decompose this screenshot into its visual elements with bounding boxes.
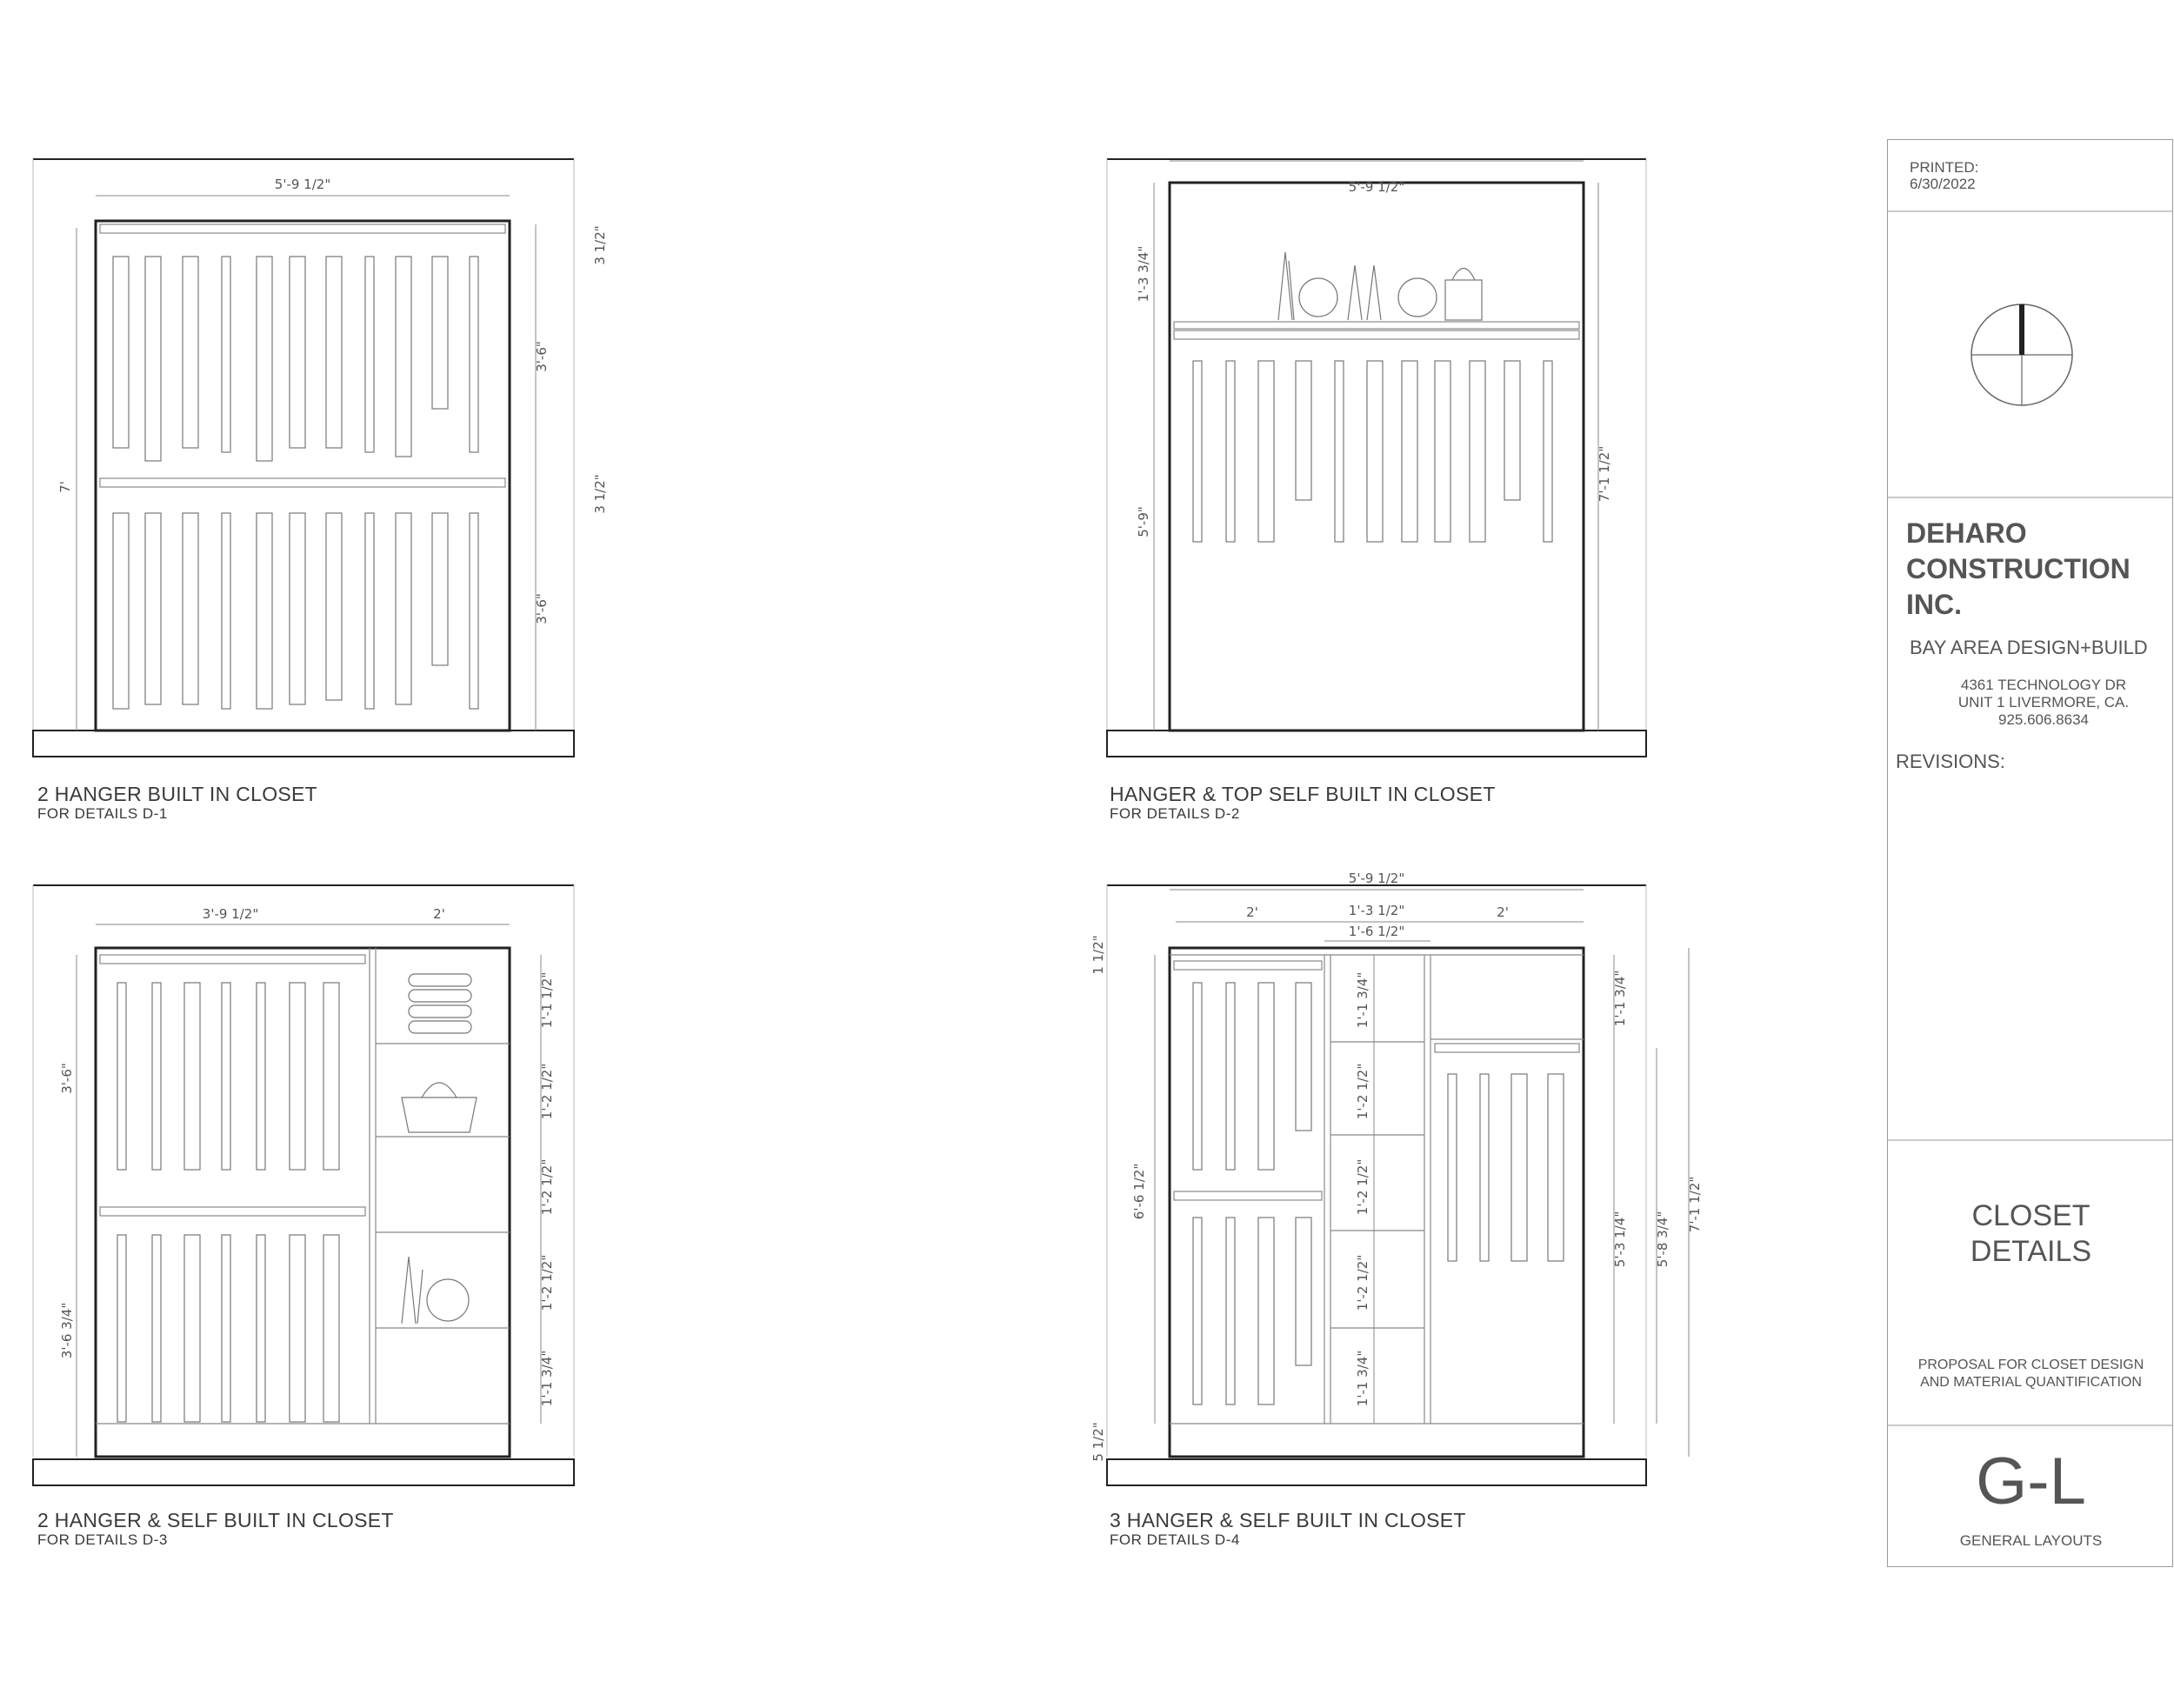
garment [257,257,272,461]
garment [1258,983,1274,1170]
sheet-title-line: DETAILS [1970,1235,2092,1268]
right-rod [1435,1044,1579,1052]
garment [117,983,126,1170]
dim-label: 1 1/2" [1090,935,1106,975]
dim-label: 1'-2 1/2" [1355,1254,1370,1311]
dim-label: 2' [1497,904,1509,920]
garment [184,983,200,1170]
garment [222,1235,230,1422]
hat-icon [1398,278,1437,317]
dim-label: 1'-6 1/2" [1348,924,1405,939]
shelves [376,1044,510,1328]
garment [222,983,230,1170]
elevation-3 [33,885,574,1485]
closet-frame [1170,183,1584,731]
lower-left-rod [1174,1191,1322,1200]
garment [152,983,161,1170]
middle-rod [100,1207,365,1216]
hat-icon [1299,278,1337,317]
garment [290,1235,305,1422]
hanging-garments-upper [113,257,478,461]
garment [396,257,411,457]
hanging-garments-lower [117,1235,339,1422]
garment [145,257,161,461]
elevation-title: 2 HANGER BUILT IN CLOSET [37,783,318,805]
revisions-label: REVISIONS: [1896,751,2005,772]
garment [183,513,198,704]
boots-icon [1348,265,1381,320]
dim-label: 1'-1 3/4" [1355,971,1370,1029]
dim-label: 1'-1 3/4" [539,1350,555,1407]
garment [290,513,305,704]
hat-icon [427,1279,469,1321]
description-line: PROPOSAL FOR CLOSET DESIGN [1917,1358,2144,1372]
dim-label: 1'-2 1/2" [539,1254,555,1311]
garment [1258,361,1274,542]
dim-label: 6'-6 1/2" [1131,1163,1147,1220]
garment [432,257,448,409]
hanging-garments-lower [113,513,478,709]
dim-label: 3'-9 1/2" [202,906,259,922]
top-shelf [1174,322,1579,329]
garment [290,257,305,448]
sheet-name: GENERAL LAYOUTS [1959,1532,2103,1549]
garment [470,513,478,709]
garment [222,257,230,452]
company-name-line: CONSTRUCTION [1906,553,2131,584]
basket-handle-icon [422,1083,457,1098]
garment [257,513,272,709]
elevation-subtitle: FOR DETAILS D-1 [37,805,168,822]
garment [365,257,374,452]
garment [396,513,411,704]
garment [1548,1074,1564,1261]
garment [183,257,198,448]
dim-label: 3'-6 3/4" [59,1302,75,1359]
folded-towel-icon [409,990,471,1002]
elevation-subtitle: FOR DETAILS D-3 [37,1531,168,1548]
handbag-handle-icon [1452,269,1475,281]
garment [257,983,265,1170]
floor-base [33,731,574,757]
company-address [1939,677,2148,729]
shelf-items [1278,252,1482,320]
dim-label: 1'-1 3/4" [1612,970,1628,1027]
floor-base [1107,1459,1646,1485]
elevation-subtitle: FOR DETAILS D-2 [1110,805,1240,822]
garment [1193,361,1202,542]
elevation-1 [33,159,608,757]
address-line: UNIT 1 LIVERMORE, CA. [1957,694,2130,711]
dim-label: 2' [1246,904,1258,920]
dim-label: 1'-2 1/2" [539,1063,555,1120]
garment [113,257,129,448]
company-name-line: INC. [1906,589,1962,620]
dim-label: 1'-3 1/2" [1348,903,1405,918]
garment [1480,1074,1489,1261]
garment [1296,1218,1311,1365]
garment [222,513,230,709]
hanging-garments [1193,361,1552,542]
dim-label: 1'-1 3/4" [1355,1350,1370,1407]
garment [1367,361,1383,542]
boots-icon [1278,252,1294,320]
garment [184,1235,200,1422]
top-rod [100,955,365,964]
basket-icon [402,1098,477,1132]
folded-towel-icon [409,1021,471,1033]
printed-label: PRINTED: [1910,159,1979,176]
hanging-garments [1193,983,1564,1407]
dim-label: 1'-1 1/2" [539,971,555,1029]
garment [1544,361,1552,542]
garment [470,257,478,452]
hanging-garments-upper [117,983,339,1170]
garment [290,983,305,1170]
elevation-title: 2 HANGER & SELF BUILT IN CLOSET [37,1509,394,1531]
elevation-title: HANGER & TOP SELF BUILT IN CLOSET [1110,783,1496,805]
garment [1226,983,1235,1170]
sheet-number: G-L [1976,1444,2086,1518]
boots-icon [402,1257,423,1324]
dim-label: 7' [57,481,73,493]
dim-label: 5 1/2" [1090,1422,1106,1462]
description-line: AND MATERIAL QUANTIFICATION [1920,1375,2142,1390]
dim-label: 3 1/2" [592,474,608,514]
garment [117,1235,126,1422]
dim-label: 2' [433,906,445,922]
dim-label: 5'-8 3/4" [1655,1211,1671,1268]
folded-towel-icon [409,974,471,986]
dim-label: 3'-6" [534,593,550,624]
garment [326,257,342,448]
dim-label: 7'-1 1/2" [1597,445,1612,503]
sheet-title-line: CLOSET [1971,1199,2091,1232]
company-tagline: BAY AREA DESIGN+BUILD [1910,637,2148,658]
garment [1258,1218,1274,1404]
dim-label: 3'-6" [534,341,550,372]
dim-label: 3 1/2" [592,225,608,265]
title-block [1887,139,2173,1567]
garment [365,513,374,709]
elevation-title: 3 HANGER & SELF BUILT IN CLOSET [1110,1509,1466,1531]
sheet-title [1888,1198,2174,1270]
closet-frame [1170,948,1584,1457]
garment [1226,361,1235,542]
garment [323,1235,339,1422]
sheet-description [1888,1357,2174,1391]
hanging-rod [1174,330,1579,339]
dim-label: 1'-3 3/4" [1136,245,1151,303]
garment [1448,1074,1457,1261]
dim-label: 7'-1 1/2" [1687,1176,1703,1233]
top-rod [100,224,505,233]
garment [1296,361,1311,500]
floor-base [33,1459,574,1485]
top-left-rod [1174,961,1322,970]
dim-label: 3'-6" [59,1063,75,1094]
garment [152,1235,161,1422]
company-name-line: DEHARO [1906,517,2027,549]
dim-label: 1'-2 1/2" [539,1158,555,1216]
garment [1470,361,1485,542]
elevation-2 [1107,159,1646,757]
dim-label: 5'-9" [1136,506,1151,537]
company-name [1906,516,2131,623]
address-line: 4361 TECHNOLOGY DR [1960,677,2127,693]
shelf-items [402,974,477,1324]
garment [1402,361,1417,542]
garment [257,1235,265,1422]
garment [326,513,342,700]
garment [113,513,129,709]
garment [1435,361,1450,542]
garment [1226,1218,1235,1404]
dim-label: 5'-3 1/4" [1612,1211,1628,1268]
garment [1504,361,1520,500]
phone-number: 925.606.8634 [1998,711,2089,728]
garment [432,513,448,665]
garment [323,983,339,1170]
garment [1335,361,1344,542]
garment [1511,1074,1527,1261]
garment [1193,983,1202,1170]
printed-date: 6/30/2022 [1910,176,1976,192]
garment [1193,1218,1202,1404]
elevation-4 [1090,871,1703,1485]
folded-towel-icon [409,1005,471,1017]
floor-base [1107,731,1646,757]
elevation-subtitle: FOR DETAILS D-4 [1110,1531,1240,1548]
dim-label: 1'-2 1/2" [1355,1063,1370,1120]
closet-frame [96,948,510,1457]
dim-label: 1'-2 1/2" [1355,1158,1370,1216]
dim-label: 5'-9 1/2" [1348,179,1405,195]
handbag-icon [1445,280,1482,320]
dim-label: 5'-9 1/2" [1348,871,1405,886]
dim-label: 5'-9 1/2" [274,177,331,192]
middle-rod [100,478,505,487]
garment [1296,983,1311,1131]
garment [145,513,161,704]
